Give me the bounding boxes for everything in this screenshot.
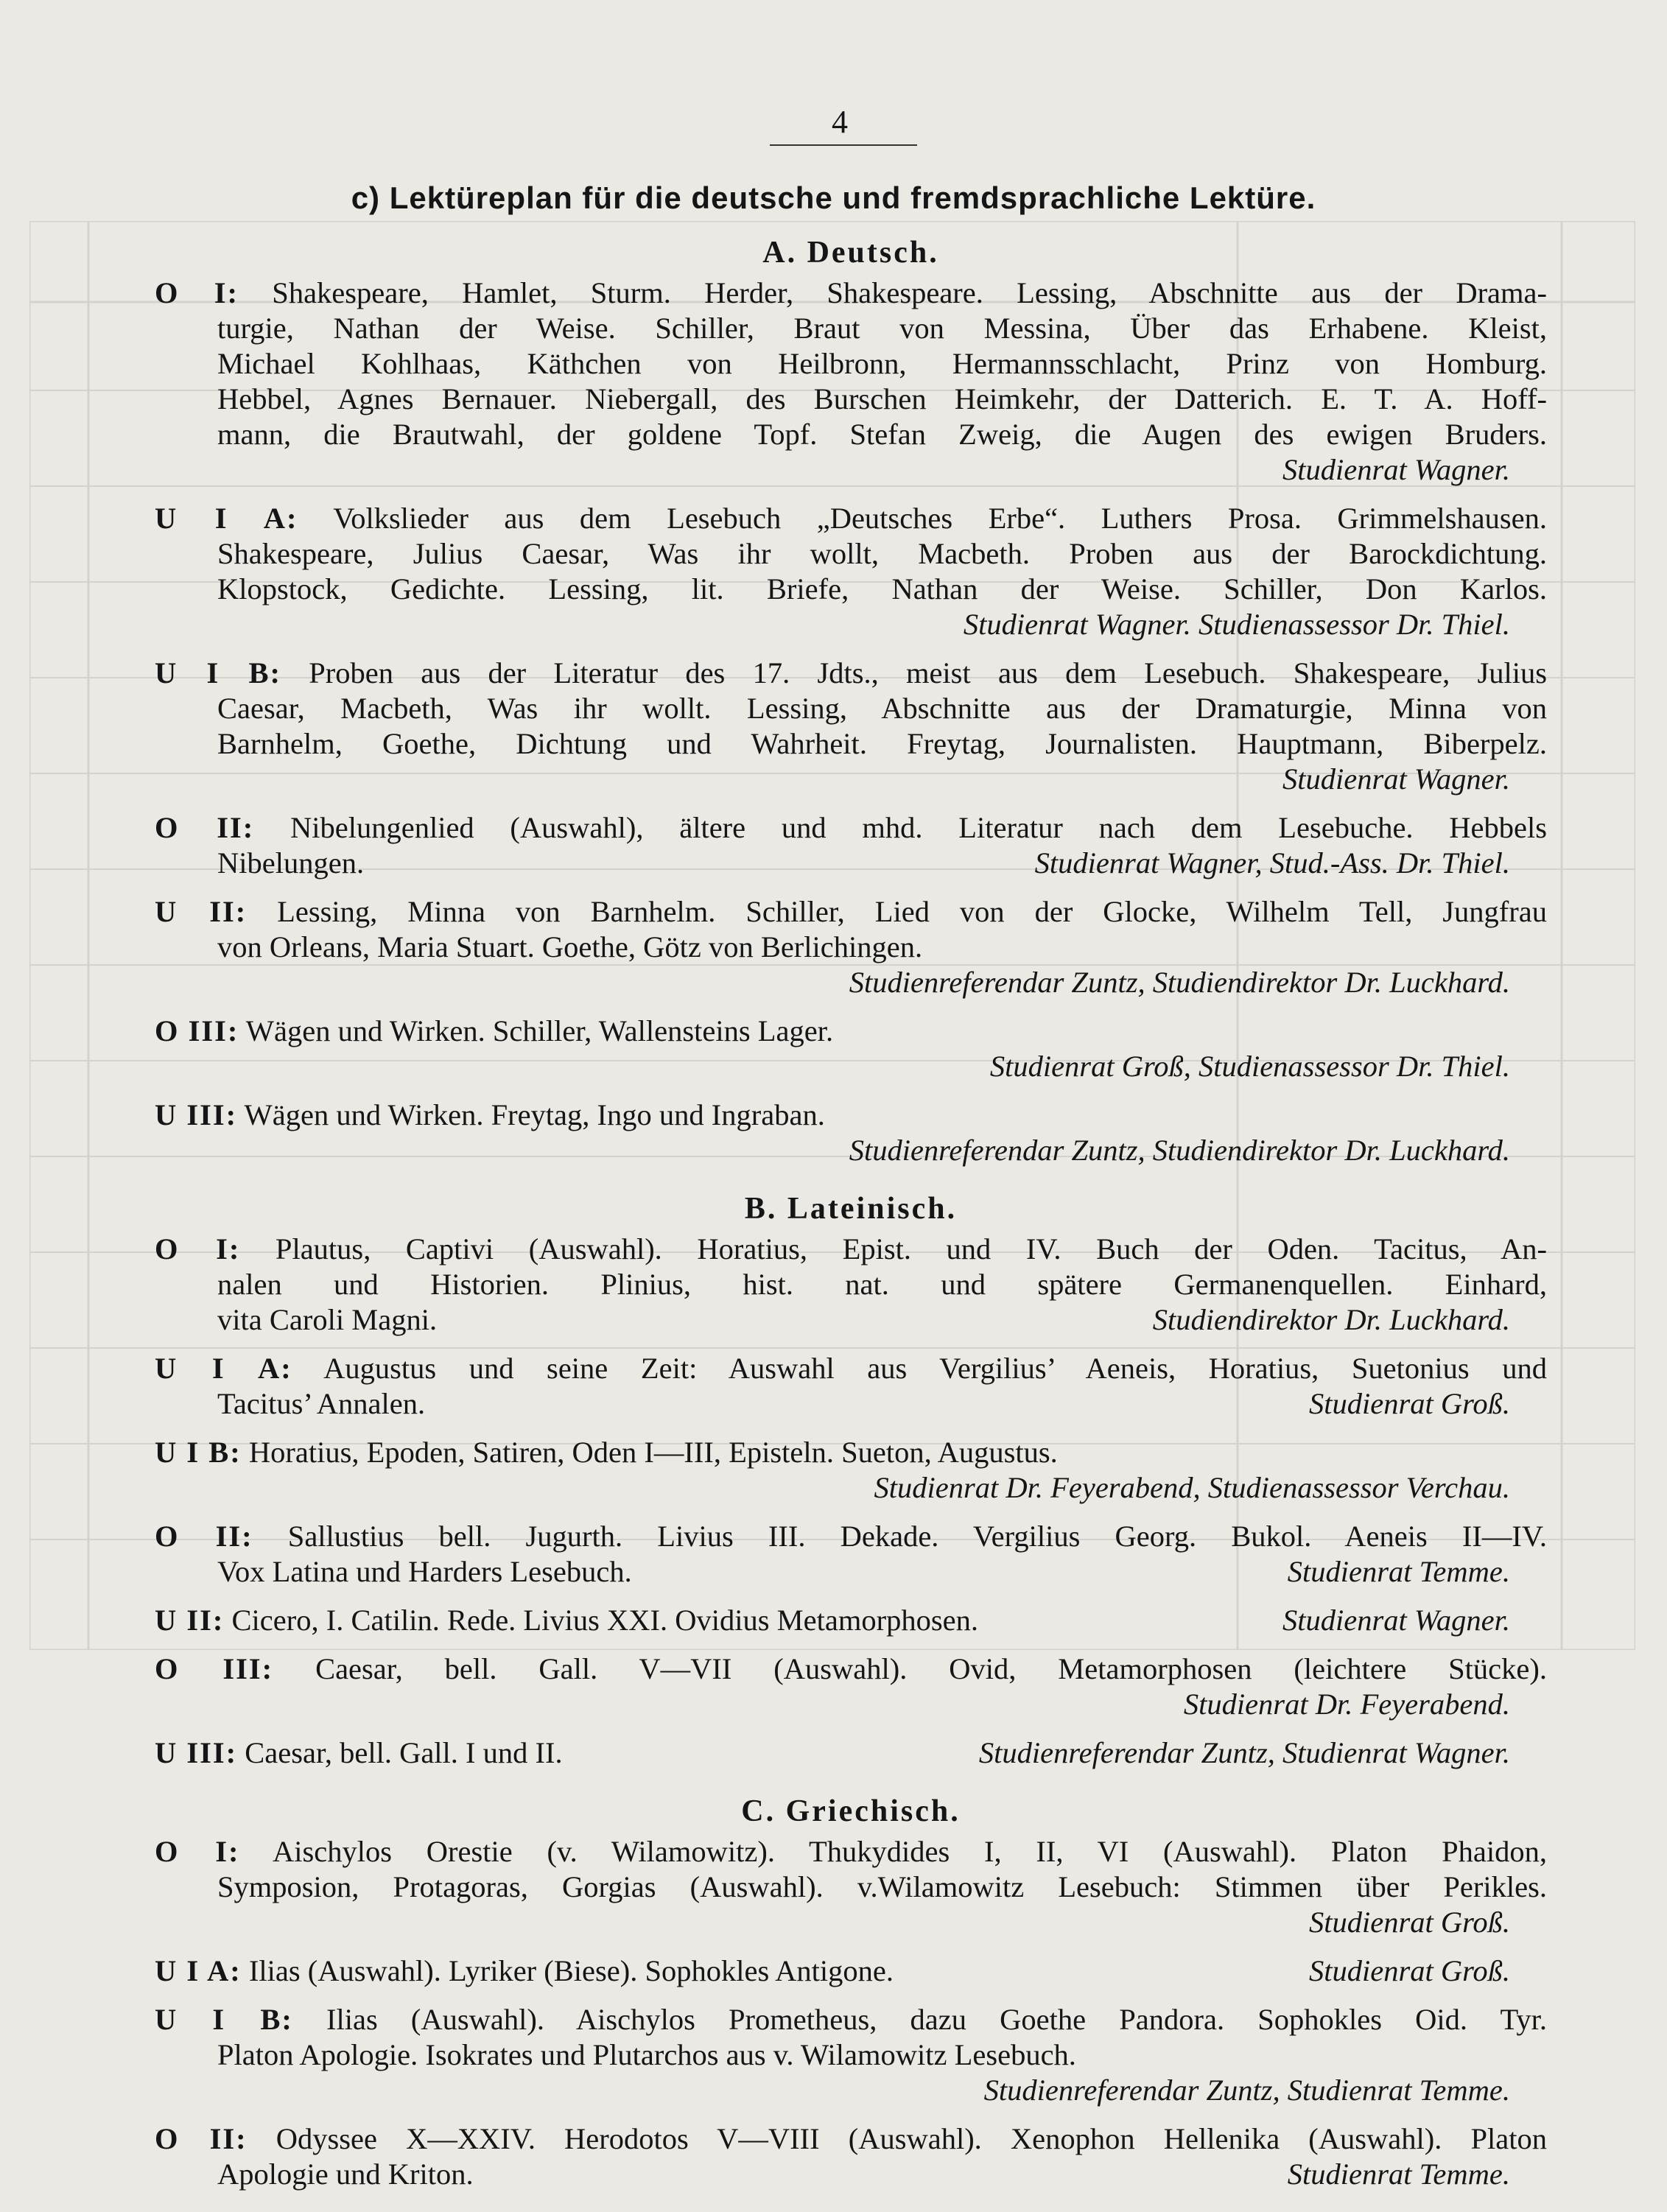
entry-line: von Orleans, Maria Stuart. Goethe, Götz von Berlichingen. (217, 930, 923, 963)
entry-last-row (155, 1953, 1547, 1989)
teacher-name: Studienreferendar Zuntz, Studiendirektor Dr. Luckhard. (849, 1134, 1510, 1167)
teacher-name: Studienrat Temme. (1287, 1555, 1510, 1588)
entry-last-row (155, 846, 1547, 881)
teacher-name: Studienrat Dr. Feyerabend. (1183, 1688, 1510, 1721)
entry-u3 (155, 1098, 1547, 1168)
entry-o2 (155, 2121, 1547, 2192)
entry-o3 (155, 1651, 1547, 1722)
entry-o2 (155, 810, 1547, 881)
entry-line: O III: Caesar, bell. Gall. V—VII (Auswahl). Ovid, Metamorphosen (leichtere Stücke). (155, 1652, 1547, 1685)
entry-line: O II: Sallustius bell. Jugurth. Livius III. Dekade. Vergilius Georg. Bukol. Aeneis II—IV. (155, 1520, 1547, 1553)
class-label: O II: (155, 811, 255, 844)
entry-line: Tacitus’ Annalen. (217, 1387, 426, 1420)
entry-line: U I A: Ilias (Auswahl). Lyriker (Biese). Sophokles Antigone. (155, 1954, 894, 1987)
page-number: 4 (832, 104, 848, 140)
teacher-name: Studienrat Groß. (1309, 1906, 1510, 1939)
entry-line: U I B: Proben aus der Literatur des 17. Jdts., meist aus dem Lesebuch. Shakespeare, Julius (155, 656, 1547, 689)
section-title: A. Deutsch. (762, 236, 939, 270)
class-label: U I A: (155, 502, 298, 535)
entry-last-row (155, 1554, 1547, 1590)
entry-line: O I: Plautus, Captivi (Auswahl). Horatius, Epist. und IV. Buch der Oden. Tacitus, An- (155, 1232, 1547, 1265)
entry-line: O I: Shakespeare, Hamlet, Sturm. Herder, Shakespeare. Lessing, Abschnitte aus der Drama- (155, 276, 1548, 309)
class-label: U III: (155, 1736, 238, 1769)
entry-line: turgie, Nathan der Weise. Schiller, Braut von Messina, Über das Erhabene. Kleist, (217, 312, 1547, 345)
entry-o1 (155, 1232, 1547, 1338)
entry-line: U II: Cicero, I. Catilin. Rede. Livius XXI. Ovidius Metamorphosen. (155, 1604, 978, 1637)
entry-u1a (155, 501, 1547, 642)
entry-line: Hebbel, Agnes Bernauer. Niebergall, des Burschen Heimkehr, der Datterich. E. T. A. Hoff- (217, 382, 1547, 415)
entry-last-row (155, 1603, 1547, 1638)
teacher-name: Studienrat Wagner. (1282, 453, 1510, 486)
entry-last-row (155, 1302, 1547, 1338)
class-label: O III: (155, 1014, 239, 1047)
teacher-name: Studienrat Temme. (1287, 2157, 1510, 2191)
entry-line: Vox Latina und Harders Lesebuch. (217, 1555, 632, 1588)
entry-line: U I A: Volkslieder aus dem Lesebuch „Deutsches Erbe“. Luthers Prosa. Grimmelshausen. (155, 502, 1548, 535)
class-label: U I A: (155, 1352, 292, 1385)
entry-line: O II: Odyssee X—XXIV. Herodotos V—VIII (Auswahl). Xenophon Hellenika (Auswahl). Platon (155, 2122, 1547, 2155)
entry-line: U III: Wägen und Wirken. Freytag, Ingo und Ingraban. (155, 1098, 825, 1131)
entry-u3 (155, 1735, 1547, 1771)
section-title: B. Lateinisch. (744, 1192, 958, 1226)
entry-last-row (155, 2157, 1547, 2192)
entry-u1a (155, 1351, 1547, 1422)
entry-u2 (155, 894, 1547, 1000)
entry-line: O I: Aischylos Orestie (v. Wilamowitz). Thukydides I, II, VI (Auswahl). Platon Phaidon, (155, 1835, 1547, 1868)
reading-plan (155, 234, 1547, 2205)
teacher-name: Studienreferendar Zuntz, Studiendirektor Dr. Luckhard. (849, 966, 1510, 999)
entry-u1a (155, 1953, 1547, 1989)
entry-line: Shakespeare, Julius Caesar, Was ihr wollt, Macbeth. Proben aus der Barockdichtung. (217, 537, 1547, 570)
class-label: O II: (155, 2122, 248, 2155)
teacher-name: Studienrat Dr. Feyerabend, Studienassessor Verchau. (874, 1471, 1510, 1504)
entry-line: U II: Lessing, Minna von Barnhelm. Schiller, Lied von der Glocke, Wilhelm Tell, Jungfrau (155, 895, 1547, 928)
class-label: O III: (155, 1652, 274, 1685)
teacher-name: Studienrat Groß. (1309, 1954, 1510, 1987)
entry-line: U I A: Augustus und seine Zeit: Auswahl aus Vergilius’ Aeneis, Horatius, Suetonius und (155, 1352, 1548, 1385)
entry-line: vita Caroli Magni. (217, 1303, 438, 1336)
section-title: C. Griechisch. (741, 1794, 961, 1828)
entry-line: Michael Kohlhaas, Käthchen von Heilbronn, Hermannsschlacht, Prinz von Homburg. (217, 347, 1547, 380)
section-lateinisch (155, 1190, 1547, 1771)
teacher-name: Studiendirektor Dr. Luckhard. (1152, 1303, 1510, 1336)
page-title: c) Lektüreplan für die deutsche und fremdsprachliche Lektüre. (351, 180, 1316, 215)
class-label: U II: (155, 1604, 225, 1637)
entry-line: Nibelungen. (217, 846, 365, 879)
teacher-name: Studienreferendar Zuntz, Studienrat Wagner. (978, 1736, 1510, 1769)
entry-last-row (155, 1386, 1547, 1422)
class-label: O I: (155, 1232, 241, 1265)
entry-line: mann, die Brautwahl, der goldene Topf. Stefan Zweig, die Augen des ewigen Bruders. (217, 418, 1547, 451)
entry-line: Barnhelm, Goethe, Dichtung und Wahrheit. Freytag, Journalisten. Hauptmann, Biberpelz. (217, 727, 1547, 760)
section-deutsch (155, 234, 1547, 1168)
entry-line: Apologie und Kriton. (217, 2157, 474, 2191)
class-label: U I B: (155, 1436, 242, 1469)
entry-o2 (155, 1519, 1547, 1590)
teacher-name: Studienrat Wagner. (1282, 762, 1510, 796)
teacher-name: Studienreferendar Zuntz, Studienrat Temme. (983, 2074, 1510, 2107)
page-number-rule (770, 144, 917, 146)
section-griechisch (155, 1793, 1547, 2192)
entry-line: O II: Nibelungenlied (Auswahl), ältere und mhd. Literatur nach dem Lesebuche. Hebbels (155, 811, 1547, 844)
class-label: O I: (155, 276, 239, 309)
teacher-name: Studienrat Wagner. (1282, 1604, 1510, 1637)
class-label: U II: (155, 895, 248, 928)
teacher-name: Studienrat Wagner, Stud.-Ass. Dr. Thiel. (1034, 846, 1510, 879)
entry-line: Klopstock, Gedichte. Lessing, lit. Briefe, Nathan der Weise. Schiller, Don Karlos. (217, 572, 1547, 605)
entry-o1 (155, 1834, 1547, 1940)
entry-line: nalen und Historien. Plinius, hist. nat. und spätere Germanenquellen. Einhard, (217, 1268, 1547, 1301)
entry-line: U I B: Horatius, Epoden, Satiren, Oden I—III, Episteln. Sueton, Augustus. (155, 1436, 1058, 1469)
entry-u2 (155, 1603, 1547, 1638)
class-label: U III: (155, 1098, 238, 1131)
entry-last-row (155, 1735, 1547, 1771)
class-label: O I: (155, 1835, 240, 1868)
entry-line: U III: Caesar, bell. Gall. I und II. (155, 1736, 563, 1769)
class-label: U I A: (155, 1954, 242, 1987)
entry-line: Caesar, Macbeth, Was ihr wollt. Lessing, Abschnitte aus der Dramaturgie, Minna von (217, 692, 1547, 725)
entry-u1b (155, 656, 1547, 797)
teacher-name: Studienrat Wagner. Studienassessor Dr. Thiel. (963, 608, 1510, 641)
entry-u1b (155, 1435, 1547, 1506)
teacher-name: Studienrat Groß. (1309, 1387, 1510, 1420)
entry-u1b (155, 2002, 1547, 2108)
entry-line: Symposion, Protagoras, Gorgias (Auswahl). v.Wilamowitz Lesebuch: Stimmen über Perikles. (217, 1870, 1547, 1903)
class-label: O II: (155, 1520, 253, 1553)
entry-line: O III: Wägen und Wirken. Schiller, Wallensteins Lager. (155, 1014, 834, 1047)
class-label: U I B: (155, 2003, 293, 2036)
entry-o3 (155, 1014, 1547, 1084)
teacher-name: Studienrat Groß, Studienassessor Dr. Thiel. (989, 1050, 1510, 1083)
entry-line: Platon Apologie. Isokrates und Plutarchos aus v. Wilamowitz Lesebuch. (217, 2038, 1076, 2071)
entry-o1 (155, 275, 1547, 488)
entry-line: U I B: Ilias (Auswahl). Aischylos Prometheus, dazu Goethe Pandora. Sophokles Oid. Tyr. (155, 2003, 1547, 2036)
class-label: U I B: (155, 656, 281, 689)
